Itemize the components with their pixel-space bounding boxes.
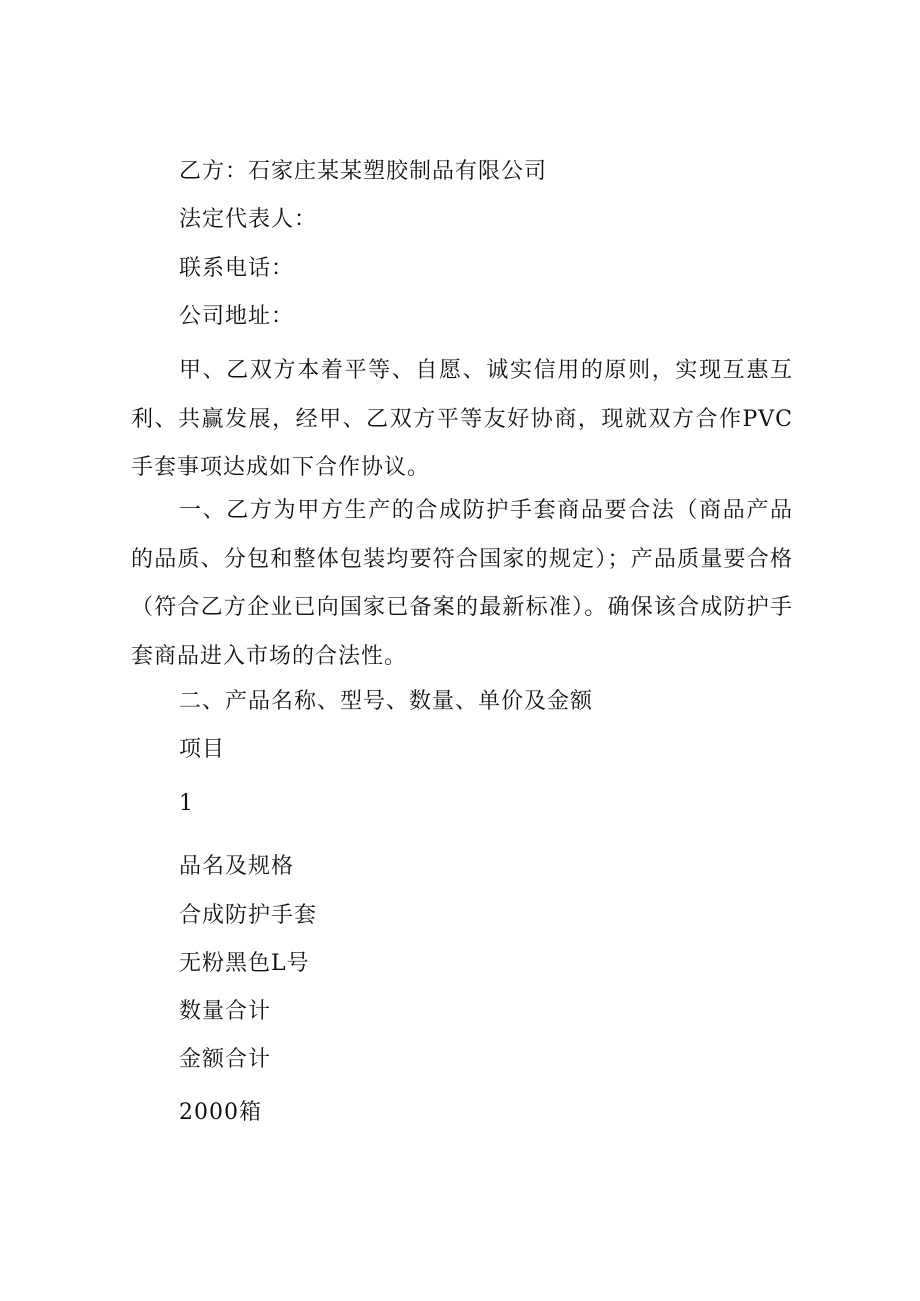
party-b-legal-rep: 法定代表人：	[179, 207, 318, 232]
party-b-address: 公司地址：	[179, 304, 295, 329]
table-cell-item-value: 1	[179, 791, 194, 816]
table-cell-product-spec: 无粉黑色L号	[179, 951, 310, 976]
table-cell-product-name: 合成防护手套	[179, 903, 318, 928]
table-header-item: 项目	[179, 737, 226, 762]
party-b-name: 乙方：石家庄某某塑胶制品有限公司	[179, 159, 548, 184]
table-header-qty-total: 数量合计	[179, 999, 272, 1024]
table-cell-qty-value: 2000箱	[179, 1100, 262, 1125]
intro-paragraph: 甲、乙双方本着平等、自愿、诚实信用的原则，实现互惠互利、共赢发展，经甲、乙双方平等友好协商，现就双方合作PVC手套事项达成如下合作协议。	[131, 358, 793, 480]
table-header-amount-total: 金额合计	[179, 1047, 272, 1072]
party-b-phone: 联系电话：	[179, 256, 295, 281]
table-header-name-spec: 品名及规格	[179, 854, 295, 879]
clause-1-paragraph: 一、乙方为甲方生产的合成防护手套商品要合法（商品产品的品质、分包和整体包装均要符合国家的规定）；产品质量要合格（符合乙方企业已向国家已备案的最新标准）。确保该合成防护手套商品进入市场的合法性。	[131, 498, 793, 669]
clause-2-heading: 二、产品名称、型号、数量、单价及金额	[179, 689, 594, 714]
